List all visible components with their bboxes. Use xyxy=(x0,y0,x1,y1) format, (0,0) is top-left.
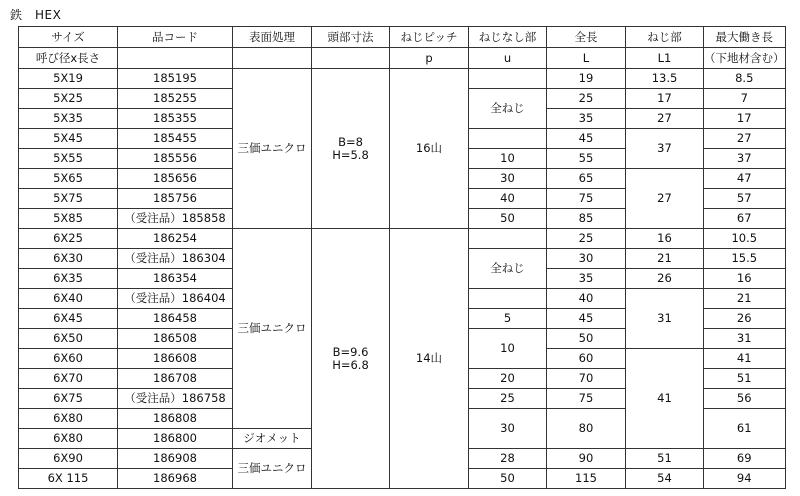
thread-length-cell: 21 xyxy=(626,249,704,269)
size-cell: 6X40 xyxy=(19,289,118,309)
size-cell: 6X80 xyxy=(19,429,118,449)
pitch-cell: 16山 xyxy=(390,69,469,229)
length-cell: 55 xyxy=(547,149,626,169)
size-cell: 6X60 xyxy=(19,349,118,369)
length-cell: 80 xyxy=(547,409,626,449)
size-cell: 6X90 xyxy=(19,449,118,469)
unthreaded-cell: 10 xyxy=(469,149,547,169)
head-b-value: B=9.6 xyxy=(332,344,369,359)
length-cell: 65 xyxy=(547,169,626,189)
unthreaded-cell xyxy=(469,129,547,149)
length-cell: 115 xyxy=(547,469,626,489)
header-length-sub: L xyxy=(547,48,626,69)
code-cell: 186458 xyxy=(118,309,233,329)
length-cell: 40 xyxy=(547,289,626,309)
unthreaded-cell xyxy=(469,69,547,89)
code-cell: 186354 xyxy=(118,269,233,289)
header-unthreaded: ねじなし部 xyxy=(469,27,547,48)
code-cell: 186254 xyxy=(118,229,233,249)
thread-length-cell: 13.5 xyxy=(626,69,704,89)
code-cell: 186800 xyxy=(118,429,233,449)
header-size-sub: 呼び径x長さ xyxy=(19,48,118,69)
length-cell: 30 xyxy=(547,249,626,269)
length-cell: 45 xyxy=(547,309,626,329)
max-length-cell: 10.5 xyxy=(704,229,786,249)
size-cell: 6X30 xyxy=(19,249,118,269)
code-cell: 185756 xyxy=(118,189,233,209)
code-cell: （受注品）186304 xyxy=(118,249,233,269)
max-length-cell: 8.5 xyxy=(704,69,786,89)
max-length-cell: 69 xyxy=(704,449,786,469)
finish-cell: 三価ユニクロ xyxy=(233,229,312,429)
unthreaded-cell: 30 xyxy=(469,169,547,189)
code-cell: 186808 xyxy=(118,409,233,429)
unthreaded-cell: 5 xyxy=(469,309,547,329)
finish-cell-special: ジオメット xyxy=(233,429,312,449)
header-unthreaded-sub: u xyxy=(469,48,547,69)
code-cell: （受注品）185858 xyxy=(118,209,233,229)
finish-cell: 三価ユニクロ xyxy=(233,449,312,489)
unthreaded-cell: 10 xyxy=(469,329,547,369)
unthreaded-cell: 50 xyxy=(469,209,547,229)
code-cell: 186968 xyxy=(118,469,233,489)
max-length-cell: 37 xyxy=(704,149,786,169)
max-length-cell: 21 xyxy=(704,289,786,309)
length-cell: 75 xyxy=(547,189,626,209)
max-length-cell: 94 xyxy=(704,469,786,489)
length-cell: 90 xyxy=(547,449,626,469)
head-h-value: H=6.8 xyxy=(332,357,369,372)
unthreaded-cell xyxy=(469,229,547,249)
header-thread-length: ねじ部 xyxy=(626,27,704,48)
thread-length-cell: 27 xyxy=(626,169,704,229)
size-cell: 5X85 xyxy=(19,209,118,229)
max-length-cell: 57 xyxy=(704,189,786,209)
max-length-cell: 26 xyxy=(704,309,786,329)
length-cell: 75 xyxy=(547,389,626,409)
code-cell: 186708 xyxy=(118,369,233,389)
max-length-cell: 31 xyxy=(704,329,786,349)
code-cell: 185656 xyxy=(118,169,233,189)
length-cell: 50 xyxy=(547,329,626,349)
code-cell: 186908 xyxy=(118,449,233,469)
size-cell: 6X 115 xyxy=(19,469,118,489)
thread-length-cell: 54 xyxy=(626,469,704,489)
thread-length-cell: 27 xyxy=(626,109,704,129)
header-max-sub: （下地材含む） xyxy=(704,48,786,69)
pitch-cell: 14山 xyxy=(390,229,469,489)
table-row xyxy=(19,229,786,249)
thread-length-cell: 41 xyxy=(626,349,704,449)
length-cell: 45 xyxy=(547,129,626,149)
code-cell: 185556 xyxy=(118,149,233,169)
size-cell: 5X19 xyxy=(19,69,118,89)
header-finish: 表面処理 xyxy=(233,27,312,48)
max-length-cell: 15.5 xyxy=(704,249,786,269)
code-cell: 186608 xyxy=(118,349,233,369)
max-length-cell: 41 xyxy=(704,349,786,369)
unthreaded-cell: 全ねじ xyxy=(469,249,547,289)
length-cell: 85 xyxy=(547,209,626,229)
code-cell: 186508 xyxy=(118,329,233,349)
header-code: 品コード xyxy=(118,27,233,48)
thread-length-cell: 37 xyxy=(626,129,704,169)
size-cell: 6X25 xyxy=(19,229,118,249)
code-cell: 185355 xyxy=(118,109,233,129)
length-cell: 25 xyxy=(547,89,626,109)
length-cell: 35 xyxy=(547,269,626,289)
length-cell: 25 xyxy=(547,229,626,249)
head-b-value: B=8 xyxy=(338,134,363,149)
thread-length-cell: 31 xyxy=(626,289,704,349)
unthreaded-cell: 20 xyxy=(469,369,547,389)
unthreaded-cell xyxy=(469,289,547,309)
code-cell: 185255 xyxy=(118,89,233,109)
header-finish-sub xyxy=(233,48,312,69)
header-size: サイズ xyxy=(19,27,118,48)
spec-table xyxy=(18,26,786,489)
table-caption: 鉄 HEX xyxy=(10,8,62,22)
max-length-cell: 16 xyxy=(704,269,786,289)
unthreaded-cell: 全ねじ xyxy=(469,89,547,129)
thread-length-cell: 17 xyxy=(626,89,704,109)
code-cell: 185195 xyxy=(118,69,233,89)
header-max-working-length: 最大働き長 xyxy=(704,27,786,48)
unthreaded-cell: 25 xyxy=(469,389,547,409)
max-length-cell: 27 xyxy=(704,129,786,149)
size-cell: 5X65 xyxy=(19,169,118,189)
size-cell: 6X45 xyxy=(19,309,118,329)
thread-length-cell: 51 xyxy=(626,449,704,469)
thread-length-cell: 26 xyxy=(626,269,704,289)
header-head-sub xyxy=(312,48,390,69)
code-cell: 185455 xyxy=(118,129,233,149)
code-cell: （受注品）186404 xyxy=(118,289,233,309)
size-cell: 6X50 xyxy=(19,329,118,349)
table-row xyxy=(19,69,786,89)
length-cell: 60 xyxy=(547,349,626,369)
header-thread-sub: L1 xyxy=(626,48,704,69)
max-length-cell: 67 xyxy=(704,209,786,229)
thread-length-cell: 16 xyxy=(626,229,704,249)
header-head-dimension: 頭部寸法 xyxy=(312,27,390,48)
size-cell: 6X75 xyxy=(19,389,118,409)
size-cell: 5X25 xyxy=(19,89,118,109)
unthreaded-cell: 28 xyxy=(469,449,547,469)
length-cell: 19 xyxy=(547,69,626,89)
code-cell: （受注品）186758 xyxy=(118,389,233,409)
finish-cell: 三価ユニクロ xyxy=(233,69,312,229)
header-total-length: 全長 xyxy=(547,27,626,48)
head-h-value: H=5.8 xyxy=(332,147,369,162)
head-dimension-cell xyxy=(312,229,390,489)
header-row-1 xyxy=(19,27,786,48)
size-cell: 5X75 xyxy=(19,189,118,209)
header-pitch-sub: p xyxy=(390,48,469,69)
unthreaded-cell: 50 xyxy=(469,469,547,489)
max-length-cell: 7 xyxy=(704,89,786,109)
length-cell: 35 xyxy=(547,109,626,129)
header-thread-pitch: ねじピッチ xyxy=(390,27,469,48)
length-cell: 70 xyxy=(547,369,626,389)
size-cell: 6X35 xyxy=(19,269,118,289)
size-cell: 5X45 xyxy=(19,129,118,149)
size-cell: 5X35 xyxy=(19,109,118,129)
size-cell: 6X80 xyxy=(19,409,118,429)
size-cell: 5X55 xyxy=(19,149,118,169)
max-length-cell: 47 xyxy=(704,169,786,189)
max-length-cell: 56 xyxy=(704,389,786,409)
header-code-sub xyxy=(118,48,233,69)
max-length-cell: 51 xyxy=(704,369,786,389)
unthreaded-cell: 30 xyxy=(469,409,547,449)
max-length-cell: 61 xyxy=(704,409,786,449)
head-dimension-cell xyxy=(312,69,390,229)
max-length-cell: 17 xyxy=(704,109,786,129)
size-cell: 6X70 xyxy=(19,369,118,389)
unthreaded-cell: 40 xyxy=(469,189,547,209)
header-row-2 xyxy=(19,48,786,69)
